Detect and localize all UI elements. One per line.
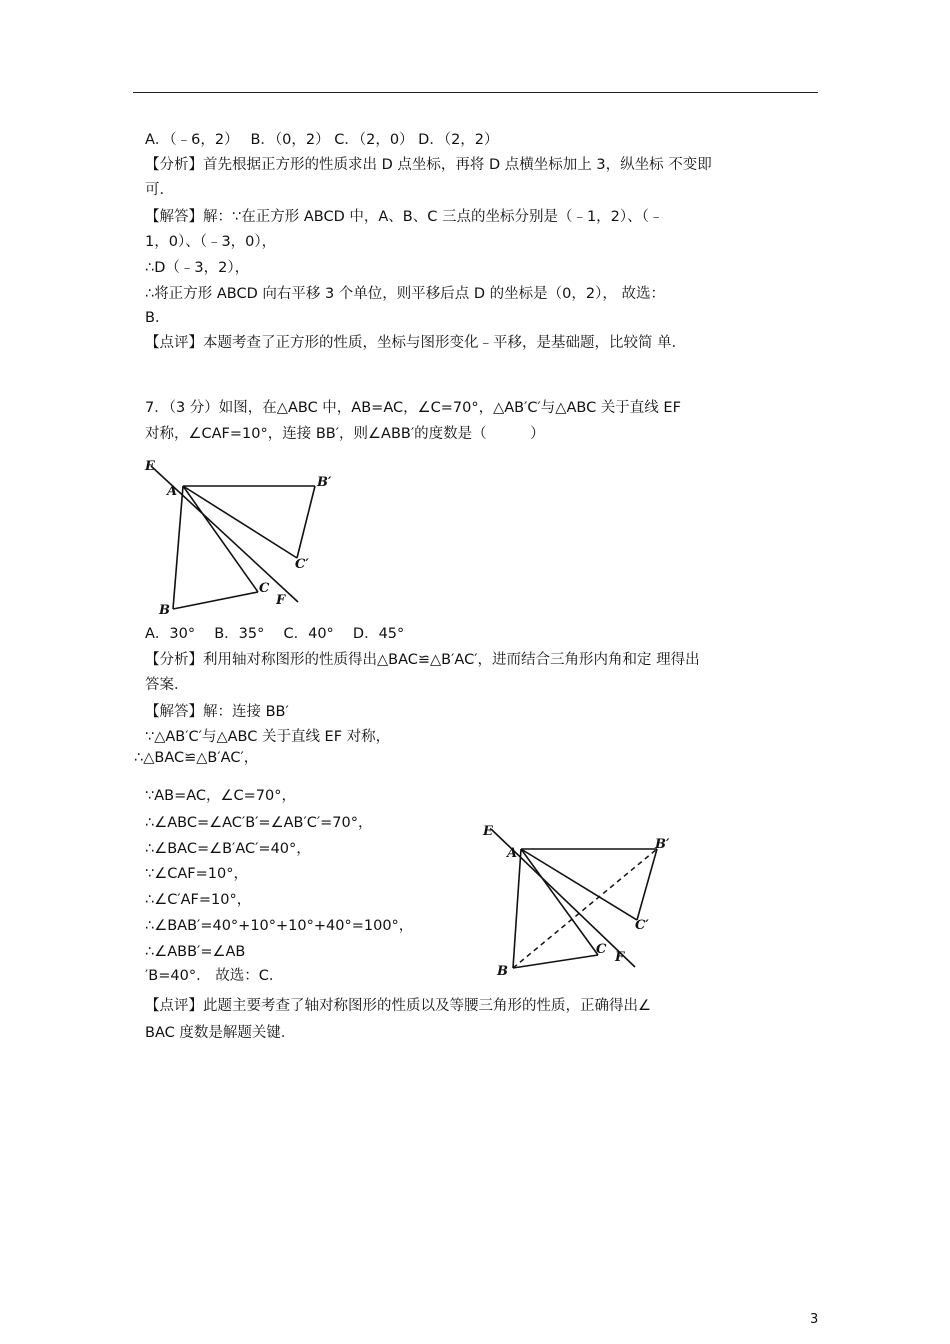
q7-solution-line-11: ′B=40°． 故选：C． [145,968,284,984]
label-f: F [276,593,286,608]
segment-b-prime-c-prime [297,486,315,558]
segment-ac-prime [183,486,297,558]
q6-solution-line-2: 1，0）、（﹣3，0）， [145,234,277,250]
segment-ab [173,486,183,609]
q7-solution-line-10: ∴∠ABB′=∠AB [145,944,246,960]
header-rule [133,92,818,93]
q7-solution-line-3: ∴△BAC≌△B′AC′， [134,750,259,766]
q6-analysis-line-2: 可． [145,182,174,198]
label-e: E [145,459,155,474]
q6-analysis-line-1: 【分析】首先根据正方形的性质求出 D 点坐标，再将 D 点横坐标加上 3，纵坐标 不变即 [145,157,712,173]
label-b-prime: B′ [655,837,670,852]
page-number: 3 [810,1312,819,1327]
label-e: E [483,824,493,839]
q7-analysis-line-2: 答案． [145,677,189,693]
label-a: A [507,846,518,861]
q7-solution-line-6: ∴∠BAC=∠B′AC′=40°， [145,841,311,857]
q7-solution-line-8: ∴∠C′AF=10°， [145,892,252,908]
q7-solution-line-7: ∵∠CAF=10°， [145,866,248,882]
segment-bc [173,592,258,609]
label-c: C [596,942,607,957]
q7-stem-line-2: 对称，∠CAF=10°，连接 BB′，则∠ABB′的度数是（ ） [145,426,545,442]
q6-comment: 【点评】本题考查了正方形的性质，坐标与图形变化﹣平移，是基础题，比较简 单． [145,335,687,351]
label-c-prime: C′ [295,557,309,572]
q6-solution-line-4: ∴将正方形 ABCD 向右平移 3 个单位，则平移后点 D 的坐标是（0，2）， 故选： [145,286,665,302]
q7-solution-figure [475,815,685,985]
label-c-prime: C′ [635,918,649,933]
q6-solution-line-3: ∴D（﹣3，2）， [145,260,250,276]
q6-options: A．（﹣6，2） B．（0，2） C．（2，0） D．（2，2） [145,132,499,148]
q7-analysis-line-1: 【分析】利用轴对称图形的性质得出△BAC≌△B′AC′，进而结合三角形内角和定 理得出 [145,652,700,668]
label-b: B [159,603,170,618]
label-c: C [259,581,270,596]
q7-comment-line-1: 【点评】此题主要考查了轴对称图形的性质以及等腰三角形的性质，正确得出∠ [145,998,651,1014]
q7-solution-line-1: 【解答】解：连接 BB′ [145,704,289,720]
label-b-prime: B′ [317,475,332,490]
q7-figure [135,452,335,622]
label-b: B [497,964,508,979]
segment-ac [183,486,258,592]
segment-ac [521,849,598,955]
q6-solution-line-5: B． [145,310,170,326]
q7-solution-line-9: ∴∠BAB′=40°+10°+10°+40°=100°， [145,918,414,934]
q7-solution-line-4: ∵AB=AC，∠C=70°， [145,788,297,804]
q6-solution-line-1: 【解答】解：∵在正方形 ABCD 中，A、B、C 三点的坐标分别是（﹣1，2）、（﹣ [145,209,664,225]
q7-options: A．30° B．35° C．40° D．45° [145,626,405,642]
label-a: A [167,484,178,499]
q7-stem-line-1: 7．（3 分）如图，在△ABC 中，AB=AC，∠C=70°，△AB′C′与△ABC 关于直线 EF [145,400,681,416]
label-f: F [615,950,625,965]
q7-solution-line-5: ∴∠ABC=∠AC′B′=∠AB′C′=70°， [145,815,373,831]
q7-comment-line-2: BAC 度数是解题关键． [145,1025,296,1041]
q7-solution-line-2: ∵△AB′C′与△ABC 关于直线 EF 对称， [145,729,391,745]
segment-b-prime-c-prime [637,849,657,920]
segment-ac-prime [521,849,637,920]
segment-ab [513,849,521,968]
segment-bc [513,955,598,968]
